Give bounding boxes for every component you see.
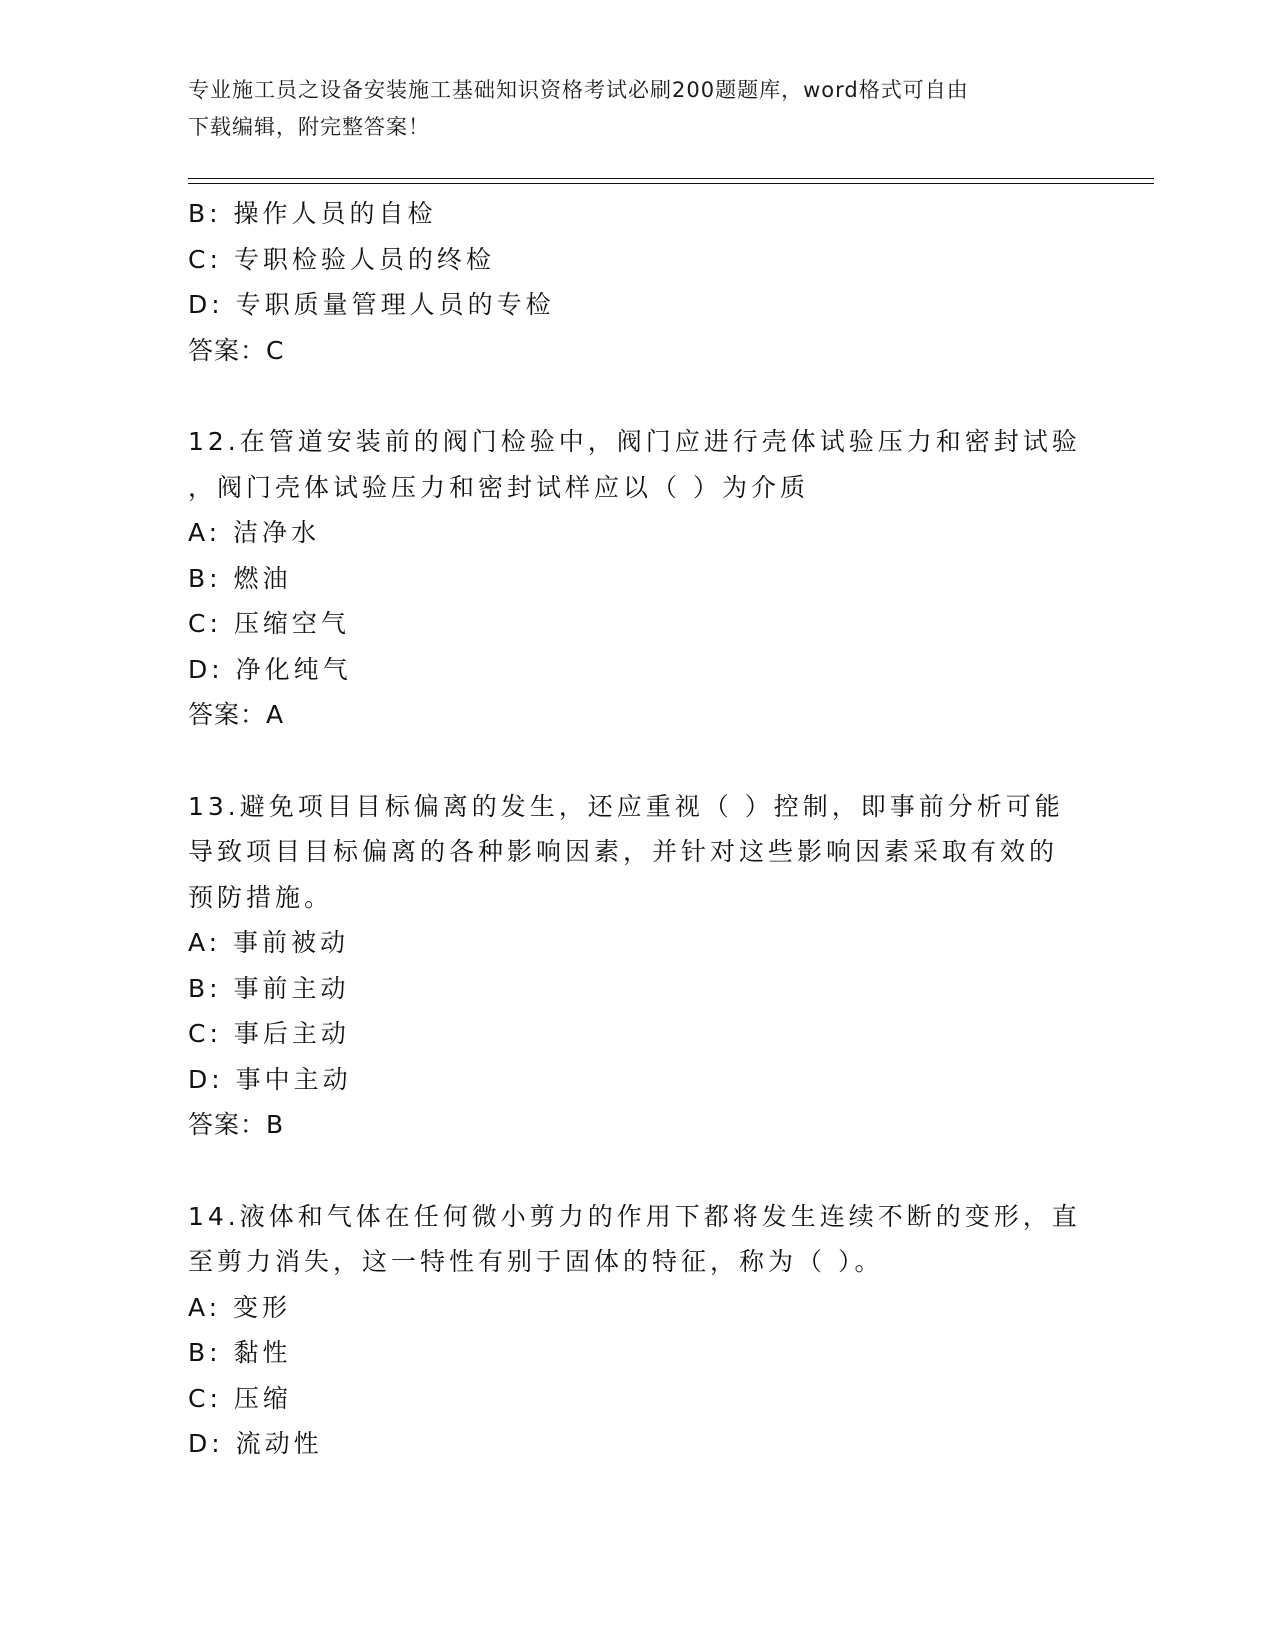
question-stem-line: 12.在管道安装前的阀门检验中，阀门应进行壳体试验压力和密封试验	[188, 427, 1081, 456]
option-b: B: 燃油	[188, 563, 292, 593]
header-rule-top	[188, 178, 1154, 179]
option-d: D: 专职质量管理人员的专检	[188, 290, 555, 319]
header-rule-bottom	[188, 183, 1154, 184]
option-b: B: 黏性	[188, 1338, 292, 1367]
question-11-remainder	[188, 191, 1088, 373]
option-a: A: 变形	[188, 1292, 292, 1322]
question-13	[188, 784, 1088, 1148]
question-stem-line: 14.液体和气体在任何微小剪力的作用下都将发生连续不断的变形，直	[188, 1201, 1081, 1231]
spacer	[188, 1148, 1088, 1194]
spacer	[188, 738, 1088, 784]
option-c: C: 事后主动	[188, 1019, 350, 1048]
option-d: D: 事中主动	[188, 1064, 352, 1094]
header-line-1: 专业施工员之设备安装施工基础知识资格考试必刷200题题库，word格式可自由	[188, 78, 969, 102]
option-c: C: 压缩	[188, 1383, 292, 1413]
question-stem-line: 13.避免项目目标偏离的发生，还应重视（ ）控制，即事前分析可能	[188, 791, 1064, 821]
question-stem-line: 预防措施。	[188, 882, 334, 912]
option-c: C: 压缩空气	[188, 609, 350, 638]
option-d: D: 流动性	[188, 1429, 323, 1458]
question-stem-line: 导致项目目标偏离的各种影响因素，并针对这些影响因素采取有效的	[188, 837, 1059, 866]
option-c: C: 专职检验人员的终检	[188, 244, 495, 274]
document-header	[188, 72, 1088, 146]
question-stem-line: ，阀门壳体试验压力和密封试样应以（ ）为介质	[188, 472, 809, 502]
option-d: D: 净化纯气	[188, 654, 352, 684]
option-b: B: 事前主动	[188, 973, 350, 1003]
spacer	[188, 373, 1088, 419]
question-content	[188, 191, 1088, 1467]
option-a: A: 事前被动	[188, 928, 350, 957]
header-line-2: 下载编辑，附完整答案！	[188, 115, 430, 139]
option-b: B: 操作人员的自检	[188, 199, 437, 228]
answer: 答案：C	[188, 335, 285, 365]
option-a: A: 洁净水	[188, 518, 321, 547]
answer: 答案：B	[188, 1110, 285, 1139]
question-stem-line: 至剪力消失，这一特性有别于固体的特征，称为（ ）。	[188, 1247, 884, 1276]
question-14	[188, 1194, 1088, 1467]
answer: 答案：A	[188, 700, 285, 729]
question-12	[188, 419, 1088, 738]
